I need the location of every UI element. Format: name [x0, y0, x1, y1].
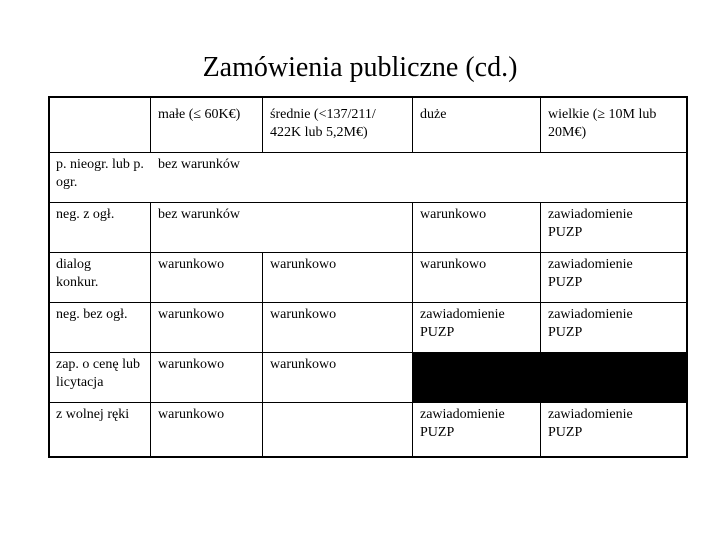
table-cell: zawiadomienie PUZP [420, 407, 505, 440]
header-cell: wielkie (≥ 10M lub 20M€) [548, 107, 657, 140]
row-divider [50, 252, 686, 253]
table-cell: bez warunków [158, 207, 241, 222]
row-label: p. nieogr. lub p. ogr. [56, 157, 144, 190]
row-label: z wolnej ręki [56, 407, 130, 422]
column-divider [412, 98, 413, 152]
table-cell: zawiadomienie PUZP [420, 307, 505, 340]
row-divider [50, 352, 686, 353]
table-cell: warunkowo [270, 307, 337, 322]
table-cell: warunkowo [420, 207, 487, 222]
table-cell: warunkowo [158, 357, 225, 372]
row-label: dialog konkur. [56, 257, 99, 290]
column-divider [412, 202, 413, 456]
column-divider [150, 202, 151, 456]
row-divider [50, 152, 686, 153]
row-label: neg. bez ogł. [56, 307, 128, 322]
table-cell: zawiadomienie PUZP [548, 307, 633, 340]
row-label: zap. o cenę lub licytacja [56, 357, 140, 390]
column-divider [262, 252, 263, 456]
page-title: Zamówienia publiczne (cd.) [202, 52, 518, 83]
table-cell: zawiadomienie PUZP [548, 407, 633, 440]
shaded-cell-block [412, 352, 688, 402]
table-cell: warunkowo [158, 407, 225, 422]
table-cell: warunkowo [158, 257, 225, 272]
row-divider [50, 302, 686, 303]
procurement-table [48, 96, 688, 458]
column-divider [540, 202, 541, 352]
table-cell: warunkowo [270, 257, 337, 272]
header-cell: małe (≤ 60K€) [158, 107, 241, 122]
column-divider [540, 98, 541, 152]
header-cell: duże [420, 107, 447, 122]
table-cell: bez warunków [158, 157, 241, 172]
table-cell: zawiadomienie PUZP [548, 257, 633, 290]
column-divider [540, 402, 541, 456]
table-cell: zawiadomienie PUZP [548, 207, 633, 240]
table-cell: warunkowo [420, 257, 487, 272]
row-label: neg. z ogł. [56, 207, 115, 222]
row-divider [50, 202, 686, 203]
table-cell: warunkowo [158, 307, 225, 322]
header-cell: średnie (<137/211/ 422K lub 5,2M€) [270, 107, 376, 140]
column-divider [150, 98, 151, 152]
column-divider [262, 98, 263, 152]
table-cell: warunkowo [270, 357, 337, 372]
row-divider [50, 402, 686, 403]
